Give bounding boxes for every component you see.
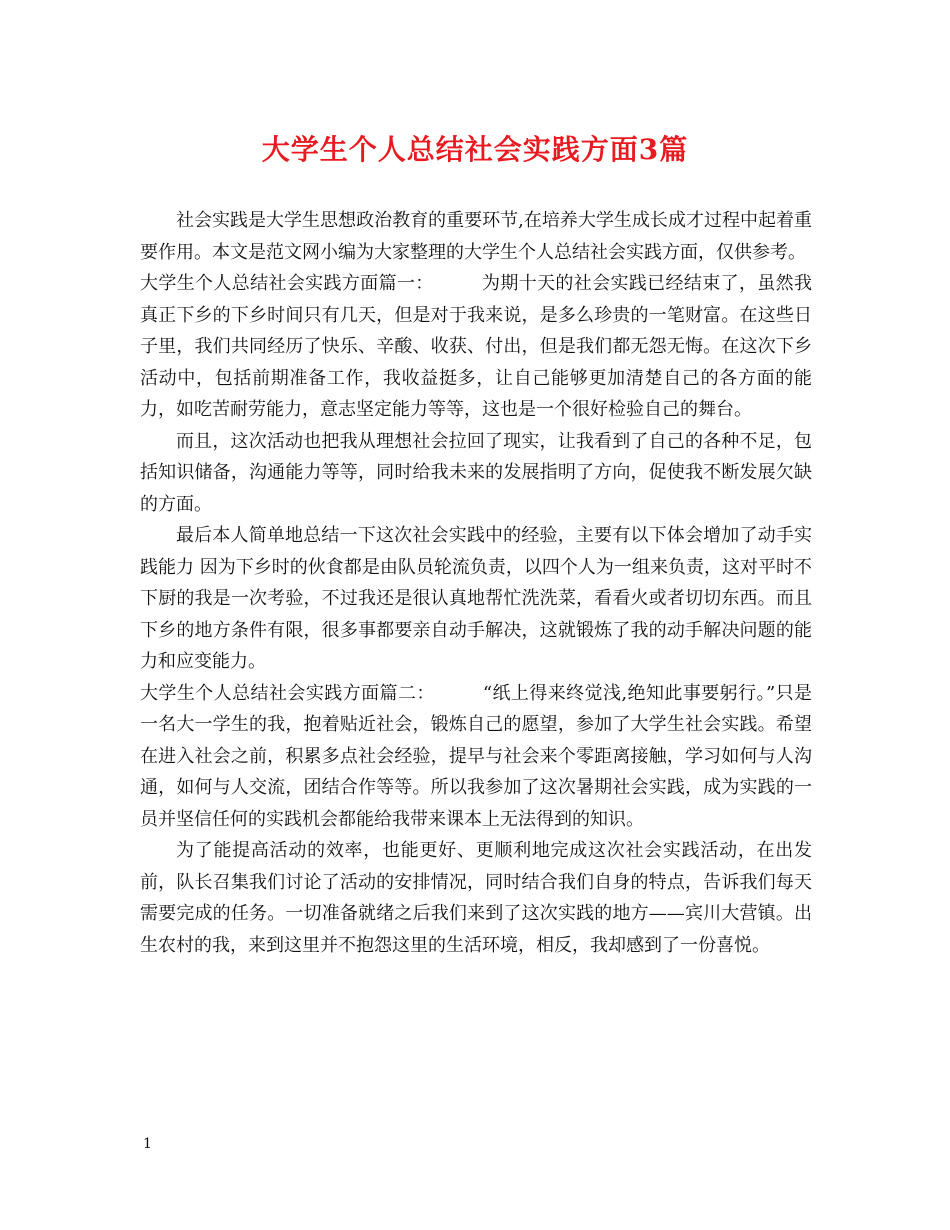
- body-paragraph: 而且，这次活动也把我从理想社会拉回了现实，让我看到了自己的各种不足，包括知识储备，沟通能力等等，同时给我未来的发展指明了方向，促使我不断发展欠缺的方面。: [140, 430, 812, 515]
- body-paragraph: 最后本人简单地总结一下这次社会实践中的经验，主要有以下体会增加了动手实践能力 因为下乡时的伙食都是由队员轮流负责，以四个人为一组来负责，这对平时不下厨的我是一次考验，不过我还是很认真地帮忙洗洗菜，看看火或者切切东西。而且下乡的地方条件有限，很多事都要亲自动手解决，这就锻炼了我的动手解决问题的能力和应变能力。: [140, 525, 812, 672]
- section-one-heading: 大学生个人总结社会实践方面篇一：: [140, 273, 434, 294]
- section-two-heading: 大学生个人总结社会实践方面篇二：: [140, 682, 435, 704]
- document-body: [140, 205, 812, 961]
- document-title: 大学生个人总结社会实践方面3篇: [261, 133, 689, 166]
- body-paragraph: 为了能提高活动的效率，也能更好、更顺利地完成这次社会实践活动，在出发前，队长召集我们讨论了活动的安排情况，同时结合我们自身的特点，告诉我们每天需要完成的任务。一切准备就绪之后我们来到了这次实践的地方——宾川大营镇。出生农村的我，来到这里并不抱怨这里的生活环境，相反，我却感到了一份喜悦。: [140, 840, 812, 956]
- section-one-paragraph: [140, 268, 812, 426]
- section-two-paragraph: [140, 678, 812, 836]
- section-two-text: “纸上得来终觉浅,绝知此事要躬行。”只是一名大一学生的我，抱着贴近社会，锻炼自己的愿望，参加了大学生社会实践。希望在进入社会之前，积累多点社会经验，提早与社会来个零距离接触，学习如何与人沟通，如何与人交流，团结合作等等。所以我参加了这次暑期社会实践，成为实践的一员并坚信任何的实践机会都能给我带来课本上无法得到的知识。: [140, 682, 813, 830]
- intro-paragraph: 社会实践是大学生思想政治教育的重要环节,在培养大学生成长成才过程中起着重要作用。本文是范文网小编为大家整理的大学生个人总结社会实践方面，仅供参考。: [140, 210, 812, 263]
- section-one-text: 为期十天的社会实践已经结束了，虽然我真正下乡的下乡时间只有几天，但是对于我来说，是多么珍贵的一笔财富。在这些日子里，我们共同经历了快乐、辛酸、收获、付出，但是我们都无怨无悔。在这次下乡活动中，包括前期准备工作，我收益挺多，让自己能够更加清楚自己的各方面的能力，如吃苦耐劳能力，意志坚定能力等等，这也是一个很好检验自己的舞台。: [140, 273, 813, 420]
- page-number: 1: [143, 1136, 152, 1152]
